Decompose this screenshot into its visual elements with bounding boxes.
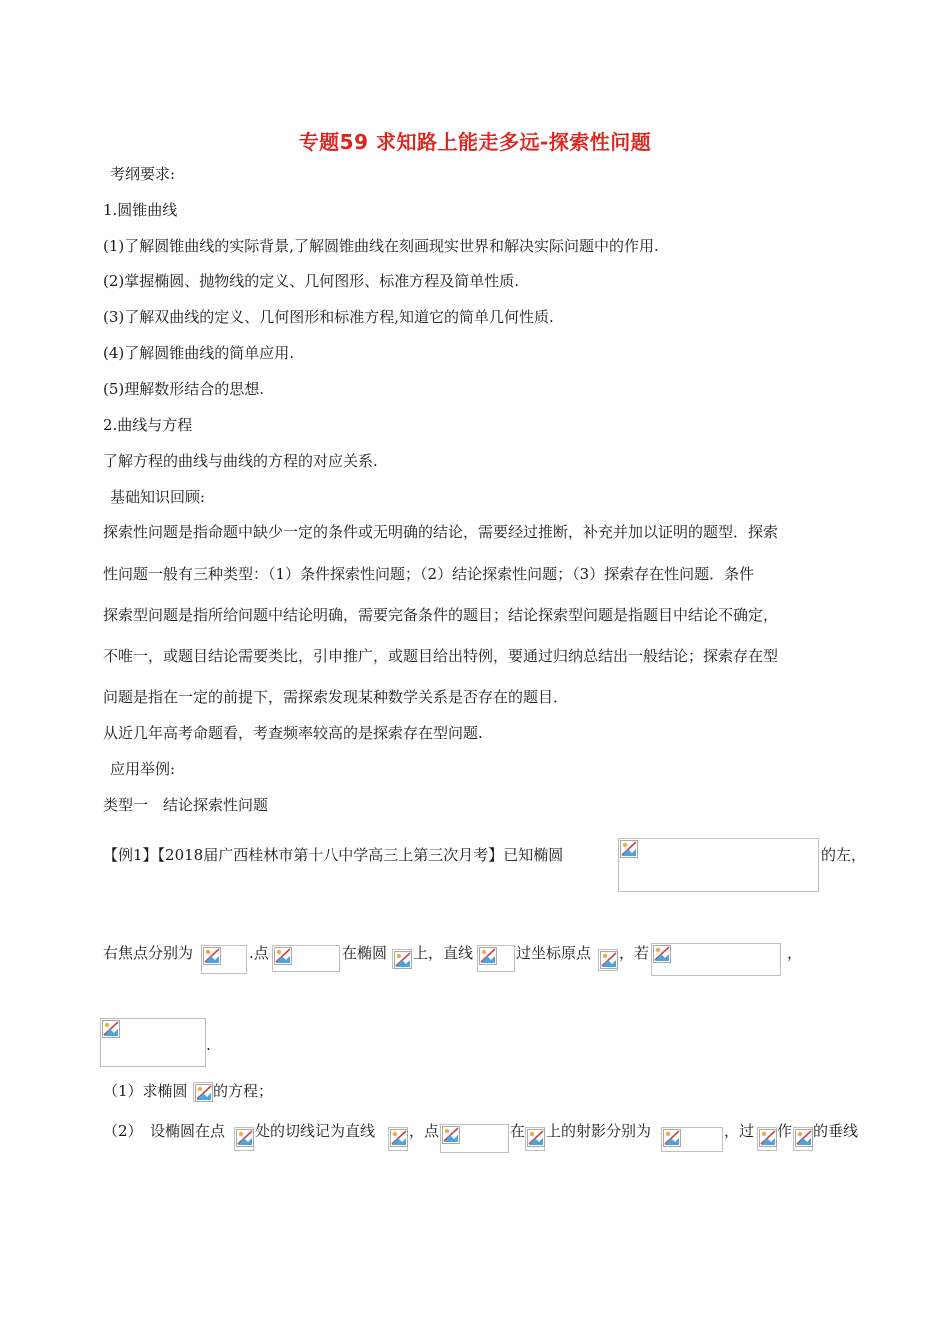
requirement-item: (4)了解圆锥曲线的简单应用. <box>103 344 295 362</box>
requirement-item: (5)理解数形结合的思想. <box>103 380 265 398</box>
broken-image-icon <box>203 947 221 965</box>
review-heading: 基础知识回顾: <box>110 488 206 506</box>
formula-image <box>477 945 515 972</box>
application-heading: 应用举例: <box>110 760 176 778</box>
broken-image-icon <box>394 951 412 969</box>
example-text: 在椭圆 <box>342 944 388 962</box>
formula-image <box>661 1127 723 1152</box>
broken-image-icon <box>600 951 618 969</box>
broken-image-icon <box>620 840 638 858</box>
question-text: 的垂线 <box>813 1122 859 1140</box>
paragraph-line: 探索性问题是指命题中缺少一定的条件或无明确的结论，需要经过推断，补充并加以证明的题型．探索 <box>103 523 779 541</box>
formula-image <box>793 1127 813 1151</box>
formula-image <box>392 949 412 969</box>
question-text: 作 <box>777 1122 793 1140</box>
paragraph-line: 不唯一，或题目结论需要类比，引申推广，或题目给出特例，要通过归纳总结出一般结论；探索存在型 <box>103 647 779 665</box>
paragraph-line: 问题是指在一定的前提下，需探索发现某种数学关系是否存在的题目． <box>103 688 569 706</box>
formula-image <box>234 1127 254 1151</box>
question-text: （1）求椭圆 <box>103 1082 188 1100</box>
document-title: 专题59 求知路上能走多远-探索性问题 <box>298 130 652 154</box>
broken-image-icon <box>759 1129 777 1147</box>
formula-image <box>193 1082 213 1102</box>
formula-image <box>272 945 340 972</box>
requirement-item: (1)了解圆锥曲线的实际背景,了解圆锥曲线在刻画现实世界和解决实际问题中的作用. <box>103 237 659 255</box>
example-text: 的左， <box>821 846 867 864</box>
question-text: 处的切线记为直线 <box>255 1122 376 1140</box>
broken-image-icon <box>274 947 292 965</box>
example-text: ， <box>787 944 803 962</box>
type-heading: 类型一 结论探索性问题 <box>103 796 269 814</box>
broken-image-icon <box>390 1129 408 1147</box>
broken-image-icon <box>527 1129 545 1147</box>
broken-image-icon <box>653 945 671 963</box>
example-text: 过坐标原点 <box>516 944 592 962</box>
paragraph-line: 探索型问题是指所给问题中结论明确，需要完备条件的题目；结论探索型问题是指题目中结论不确定， <box>103 606 779 624</box>
question-text: ，点 <box>409 1122 440 1140</box>
requirement-item: (3)了解双曲线的定义、几何图形和标准方程,知道它的简单几何性质. <box>103 308 554 326</box>
section-2-text: 了解方程的曲线与曲线的方程的对应关系. <box>103 452 378 470</box>
broken-image-icon <box>195 1084 213 1102</box>
formula-image <box>618 838 819 892</box>
broken-image-icon <box>795 1129 813 1147</box>
example-lead: 【例1】【2018届广西桂林市第十八中学高三上第三次月考】已知椭圆 <box>103 846 564 864</box>
section-2-heading: 2.曲线与方程 <box>103 416 193 434</box>
example-text: .点 <box>249 944 269 962</box>
formula-image <box>525 1127 545 1151</box>
broken-image-icon <box>102 1020 120 1038</box>
formula-image <box>757 1127 777 1151</box>
formula-image <box>100 1018 206 1067</box>
example-text: 右焦点分别为 <box>103 944 194 962</box>
formula-image <box>201 945 247 974</box>
example-text: 上，直线 <box>413 944 474 962</box>
formula-image <box>651 943 781 976</box>
question-text: 上的射影分别为 <box>546 1122 652 1140</box>
section-1-heading: 1.圆锥曲线 <box>103 201 178 219</box>
example-text: . <box>206 1036 211 1054</box>
question-text: ，过 <box>724 1122 755 1140</box>
requirement-item: (2)掌握椭圆、抛物线的定义、几何图形、标准方程及简单性质. <box>103 272 520 290</box>
broken-image-icon <box>479 947 497 965</box>
question-text: 的方程； <box>213 1082 274 1100</box>
paragraph-text: 从近几年高考命题看，考查频率较高的是探索存在型问题. <box>103 724 483 742</box>
broken-image-icon <box>236 1129 254 1147</box>
paragraph-line: 性问题一般有三种类型：（1）条件探索性问题；（2）结论探索性问题；（3）探索存在性问题．条件 <box>103 565 755 583</box>
question-text: 在 <box>510 1122 526 1140</box>
requirements-heading: 考纲要求: <box>110 165 176 183</box>
broken-image-icon <box>663 1129 681 1147</box>
question-text: （2） 设椭圆在点 <box>103 1122 226 1140</box>
formula-image <box>440 1124 509 1153</box>
example-text: ，若 <box>619 944 650 962</box>
formula-image <box>598 949 618 971</box>
broken-image-icon <box>442 1126 460 1144</box>
formula-image <box>388 1127 408 1151</box>
